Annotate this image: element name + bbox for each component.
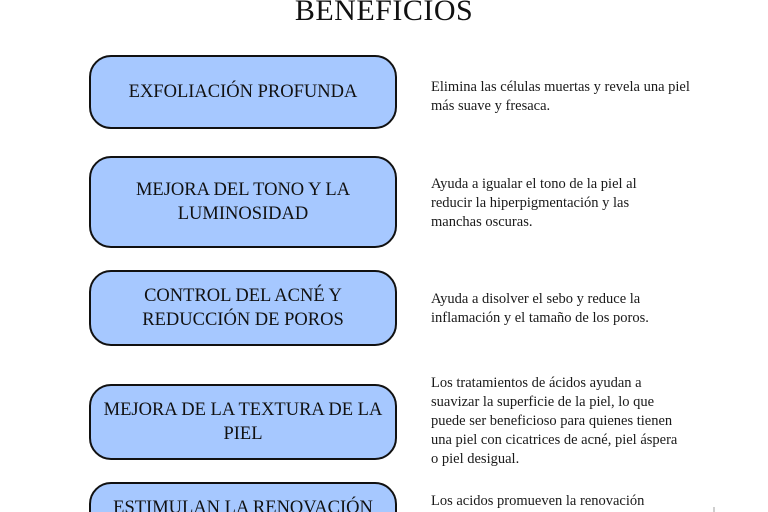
page-title: BENEFICIOS (294, 0, 474, 27)
benefit-box-tone: MEJORA DEL TONO Y LA LUMINOSIDAD (89, 156, 397, 248)
benefit-description-exfoliation: Elimina las células muertas y revela una piel más suave y fresaca. (431, 79, 690, 114)
benefit-description-renewal: Los acidos promueven la renovación (431, 493, 645, 509)
benefit-description-tone: Ayuda a igualar el tono de la piel al reducir la hiperpigmentación y las manchas oscuras. (431, 176, 637, 230)
benefit-box-texture: MEJORA DE LA TEXTURA DE LA PIEL (89, 384, 397, 460)
benefit-box-exfoliation: EXFOLIACIÓN PROFUNDA (89, 55, 397, 129)
benefit-description-texture: Los tratamientos de ácidos ayudan a suavizar la superficie de la piel, lo que puede ser beneficioso para quienes tienen una piel con cicatrices de acné, piel áspera o piel desigual. (431, 375, 678, 467)
benefit-box-renewal: ESTIMULAN LA RENOVACIÓN (89, 482, 397, 512)
benefit-description-acne: Ayuda a disolver el sebo y reduce la inflamación y el tamaño de los poros. (431, 291, 649, 326)
decorative-mark (713, 507, 715, 512)
benefit-box-acne: CONTROL DEL ACNÉ Y REDUCCIÓN DE POROS (89, 270, 397, 346)
